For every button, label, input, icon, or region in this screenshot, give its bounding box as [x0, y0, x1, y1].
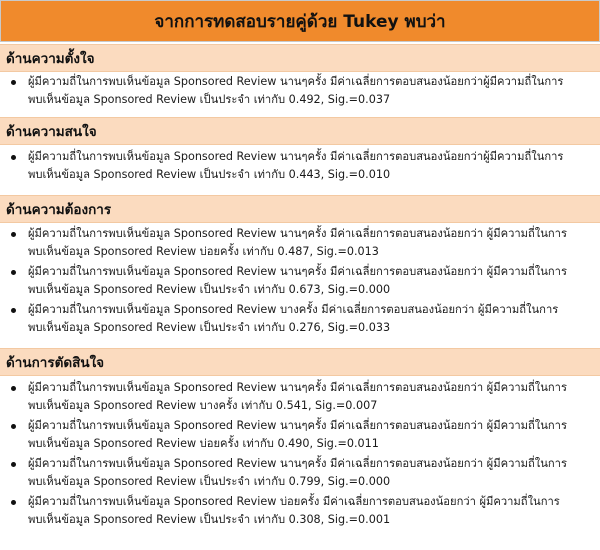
list-item — [0, 417, 600, 453]
bullet-dot-icon — [11, 155, 16, 160]
bullet-dot-icon — [11, 386, 16, 391]
bullet-dot-icon — [11, 462, 16, 467]
section-header-decision — [0, 348, 600, 376]
list-item — [0, 148, 600, 184]
section-list-interest — [0, 148, 600, 188]
list-item-text: ผู้มีความถี่ในการพบเห็นข้อมูล Sponsored Review นานๆครั้ง มีค่าเฉลี่ยการตอบสนองน้อยกว่า ผู้มีความถี่ในการพบเห็นข้อมูล Sponsored Review เป็นประจำ เท่ากับ 0.673, Sig.=0.000 — [28, 265, 567, 296]
list-item — [0, 301, 600, 337]
list-item-text: ผู้มีความถี่ในการพบเห็นข้อมูล Sponsored Review นานๆครั้ง มีค่าเฉลี่ยการตอบสนองน้อยกว่า ผู้มีความถี่ในการพบเห็นข้อมูล Sponsored Review บ่อยครั้ง เท่ากับ 0.487, Sig.=0.013 — [28, 227, 567, 258]
section-title: ด้านการตัดสินใจ — [6, 355, 105, 371]
title-banner — [0, 0, 600, 42]
bullet-dot-icon — [11, 80, 16, 85]
list-item — [0, 379, 600, 415]
bullet-dot-icon — [11, 270, 16, 275]
bullet-dot-icon — [11, 308, 16, 313]
list-item — [0, 263, 600, 299]
section-title: ด้านความสนใจ — [6, 124, 97, 140]
section-list-decision — [0, 379, 600, 531]
section-header-intention — [0, 44, 600, 72]
section-header-desire — [0, 195, 600, 223]
list-item-text: ผู้มีความถี่ในการพบเห็นข้อมูล Sponsored Review นานๆครั้ง มีค่าเฉลี่ยการตอบสนองน้อยกว่า ผู้มีความถี่ในการพบเห็นข้อมูล Sponsored Review บ่อยครั้ง เท่ากับ 0.490, Sig.=0.011 — [28, 419, 567, 450]
list-item-text: ผู้มีความถี่ในการพบเห็นข้อมูล Sponsored Review นานๆครั้ง มีค่าเฉลี่ยการตอบสนองน้อยกว่าผู้มีความถี่ในการพบเห็นข้อมูล Sponsored Review เป็นประจำ เท่ากับ 0.492, Sig.=0.037 — [28, 75, 564, 106]
section-list-intention — [0, 73, 600, 113]
list-item-text: ผู้มีความถี่ในการพบเห็นข้อมูล Sponsored Review นานๆครั้ง มีค่าเฉลี่ยการตอบสนองน้อยกว่า ผู้มีความถี่ในการพบเห็นข้อมูล Sponsored Review เป็นประจำ เท่ากับ 0.799, Sig.=0.000 — [28, 457, 567, 488]
section-title: ด้านความต้องการ — [6, 202, 112, 218]
list-item — [0, 493, 600, 529]
list-item-text: ผู้มีความถี่ในการพบเห็นข้อมูล Sponsored Review บางครั้ง มีค่าเฉลี่ยการตอบสนองน้อยกว่า ผู้มีความถี่ในการพบเห็นข้อมูล Sponsored Review เป็นประจำ เท่ากับ 0.276, Sig.=0.033 — [28, 303, 559, 334]
list-item-text: ผู้มีความถี่ในการพบเห็นข้อมูล Sponsored Review นานๆครั้ง มีค่าเฉลี่ยการตอบสนองน้อยกว่า ผู้มีความถี่ในการพบเห็นข้อมูล Sponsored Review บางครั้ง เท่ากับ 0.541, Sig.=0.007 — [28, 381, 567, 412]
bullet-dot-icon — [11, 232, 16, 237]
section-list-desire — [0, 225, 600, 339]
list-item — [0, 455, 600, 491]
page-title: จากการทดสอบรายคู่ด้วย Tukey พบว่า — [154, 11, 446, 32]
list-item — [0, 225, 600, 261]
bullet-dot-icon — [11, 424, 16, 429]
section-title: ด้านความตั้งใจ — [6, 51, 95, 67]
section-header-interest — [0, 117, 600, 145]
bullet-dot-icon — [11, 500, 16, 505]
list-item — [0, 73, 600, 109]
list-item-text: ผู้มีความถี่ในการพบเห็นข้อมูล Sponsored Review นานๆครั้ง มีค่าเฉลี่ยการตอบสนองน้อยกว่าผู้มีความถี่ในการพบเห็นข้อมูล Sponsored Review เป็นประจำ เท่ากับ 0.443, Sig.=0.010 — [28, 150, 564, 181]
list-item-text: ผู้มีความถี่ในการพบเห็นข้อมูล Sponsored Review บ่อยครั้ง มีค่าเฉลี่ยการตอบสนองน้อยกว่า ผู้มีความถี่ในการพบเห็นข้อมูล Sponsored Review เป็นประจำ เท่ากับ 0.308, Sig.=0.001 — [28, 495, 560, 526]
